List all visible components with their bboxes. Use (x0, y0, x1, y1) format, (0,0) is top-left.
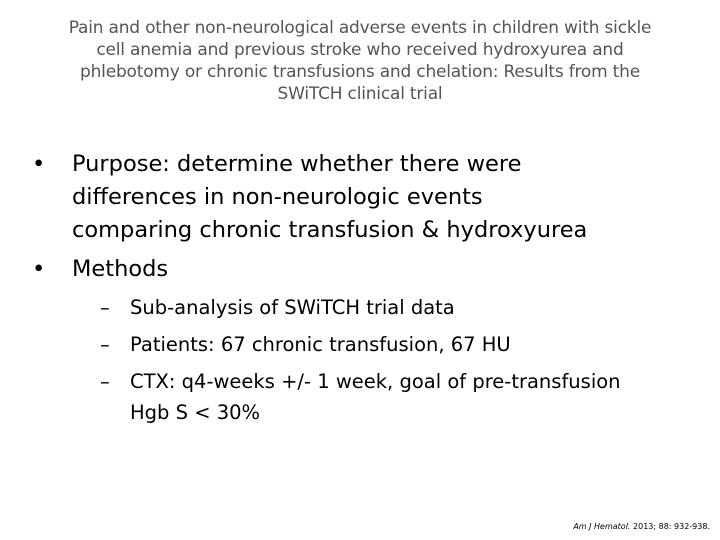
citation-details: 2013; 88: 932-938. (630, 522, 710, 531)
bullet-purpose (28, 148, 698, 247)
bullet-text: differences in non-neurologic events (72, 184, 483, 210)
sub-bullet-text: Sub-analysis of SWiTCH trial data (130, 296, 455, 319)
sub-bullet-subanalysis (100, 292, 698, 323)
sub-bullet-marker: – (100, 296, 110, 319)
title-line: cell anemia and previous stroke who received hydroxyurea and (96, 40, 624, 60)
bullet-list (28, 148, 698, 434)
sub-bullet-list (100, 292, 698, 428)
sub-bullet-marker: – (100, 370, 110, 393)
sub-bullet-marker: – (100, 333, 110, 356)
sub-bullet-text: Patients: 67 chronic transfusion, 67 HU (130, 333, 511, 356)
bullet-text: comparing chronic transfusion & hydroxyurea (72, 217, 588, 243)
sub-bullet-text: Hgb S < 30% (130, 401, 261, 424)
sub-bullet-text: CTX: q4-weeks +/- 1 week, goal of pre-transfusion (130, 370, 621, 393)
sub-bullet-patients (100, 329, 698, 360)
citation-journal: Am J Hematol. (573, 522, 631, 531)
title-line: Pain and other non-neurological adverse events in children with sickle (68, 18, 652, 38)
title-line: SWiTCH clinical trial (277, 84, 443, 104)
title-line: phlebotomy or chronic transfusions and chelation: Results from the (80, 62, 640, 82)
citation (573, 522, 710, 532)
bullet-text: Methods (72, 256, 169, 282)
bullet-marker: • (32, 151, 46, 177)
bullet-text: Purpose: determine whether there were (72, 151, 522, 177)
sub-bullet-ctx (100, 366, 698, 428)
bullet-marker: • (32, 256, 46, 282)
slide-title (40, 17, 680, 105)
bullet-methods (28, 253, 698, 286)
